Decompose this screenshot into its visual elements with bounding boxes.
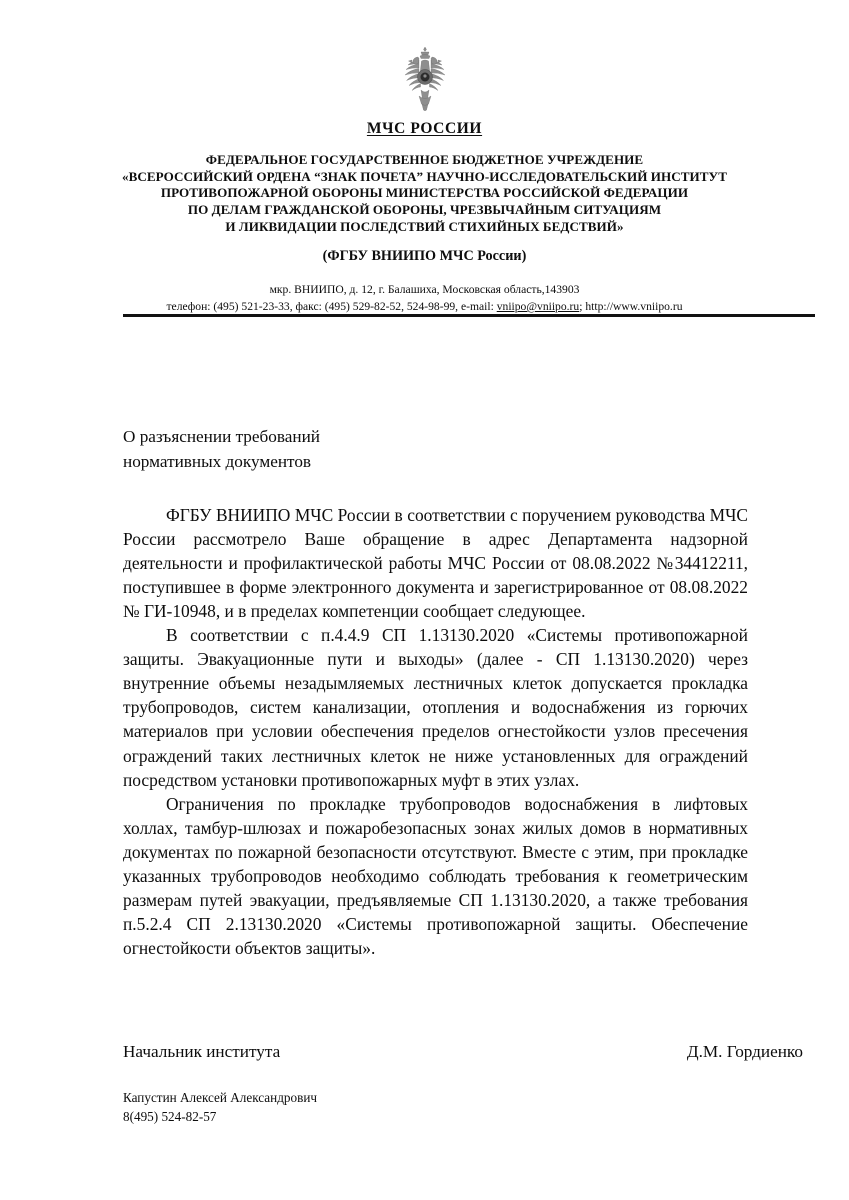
org-short-name: (ФГБУ ВНИИПО МЧС России): [322, 248, 527, 265]
subject-block: [123, 424, 748, 475]
letterhead-divider: [123, 314, 815, 317]
org-full-name: [0, 152, 849, 235]
executor-phone: 8(495) 524-82-57: [123, 1108, 217, 1124]
signer-name: Д.М. Гордиенко: [686, 1042, 803, 1061]
contact-separator: ;: [579, 299, 586, 313]
website-link[interactable]: http://www.vniipo.ru: [585, 299, 683, 313]
letter-body: [123, 503, 748, 961]
org-mark: МЧС РОССИИ: [366, 120, 483, 137]
org-name-line-1: ФЕДЕРАЛЬНОЕ ГОСУДАРСТВЕННОЕ БЮДЖЕТНОЕ УЧРЕЖДЕНИЕ: [205, 152, 644, 167]
signature-block: [123, 1042, 803, 1062]
executor-block: [123, 1089, 317, 1126]
mchs-double-headed-eagle-emblem: [394, 46, 456, 112]
email-link[interactable]: vniipo@vniipo.ru: [496, 299, 580, 313]
executor-name: Капустин Алексей Александрович: [123, 1090, 318, 1105]
signer-position: Начальник института: [123, 1042, 281, 1061]
org-name-line-5: И ЛИКВИДАЦИИ ПОСЛЕДСТВИЙ СТИХИЙНЫХ БЕДСТВИЙ»: [225, 218, 624, 234]
org-name-line-3: ПРОТИВОПОЖАРНОЙ ОБОРОНЫ МИНИСТЕРСТВА РОССИЙСКОЙ ФЕДЕРАЦИИ: [160, 185, 689, 201]
body-paragraph-1: ФГБУ ВНИИПО МЧС России в соответствии с поручением руководства МЧС России рассмотрело Ваше обращение в адрес Департамента надзорной деятельности и профилактической работы МЧС России от 08.08.2022 №34412211, поступившее в форме электронного документа и зарегистрированное от 08.08.2022 № ГИ-10948, и в пределах компетенции сообщает следующее.: [123, 504, 748, 621]
subject-line-1: О разъяснении требований: [123, 427, 320, 446]
body-paragraph-3: Ограничения по прокладке трубопроводов водоснабжения в лифтовых холлах, тамбур-шлюзах и пожаробезопасных зонах жилых домов в нормативных документах по пожарной безопасности отсутствуют. Вместе с этим, при прокладке указанных трубопроводов необходимо соблюдать требования к геометрическим размерам путей эвакуации, предъявляемые СП 1.13130.2020, а также требования п.5.2.4 СП 2.13130.2020 «Системы противопожарной защиты. Обеспечение огнестойкости объектов защиты».: [123, 793, 748, 959]
letterhead: [0, 0, 849, 316]
phone-fax-label: телефон: (495) 521-23-33, факс: (495) 529-82-52, 524-98-99, e-mail:: [166, 299, 497, 313]
contact-block: [0, 282, 849, 316]
document-content: [123, 424, 748, 960]
emblem-container: [0, 46, 849, 114]
org-name-line-2: «ВСЕРОССИЙСКИЙ ОРДЕНА “ЗНАК ПОЧЕТА” НАУЧНО-ИССЛЕДОВАТЕЛЬСКИЙ ИНСТИТУТ: [121, 168, 727, 184]
org-name-line-4: ПО ДЕЛАМ ГРАЖДАНСКОЙ ОБОРОНЫ, ЧРЕЗВЫЧАЙНЫМ СИТУАЦИЯМ: [187, 201, 662, 217]
postal-address: мкр. ВНИИПО, д. 12, г. Балашиха, Московская область,143903: [269, 283, 580, 297]
subject-line-2: нормативных документов: [123, 452, 312, 472]
body-paragraph-2: В соответствии с п.4.4.9 СП 1.13130.2020 «Системы противопожарной защиты. Эвакуационные пути и выходы» (далее - СП 1.13130.2020) через внутренние объемы незадымляемых лестничных клеток допускается прокладка трубопроводов, систем канализации, отопления и водоснабжения из горючих материалов при условии обеспечения пределов огнестойкости узлов пресечения ограждений таких лестничных клеток не ниже установленных для ограждений посредством установки противопожарных муфт в этих узлах.: [123, 625, 748, 790]
